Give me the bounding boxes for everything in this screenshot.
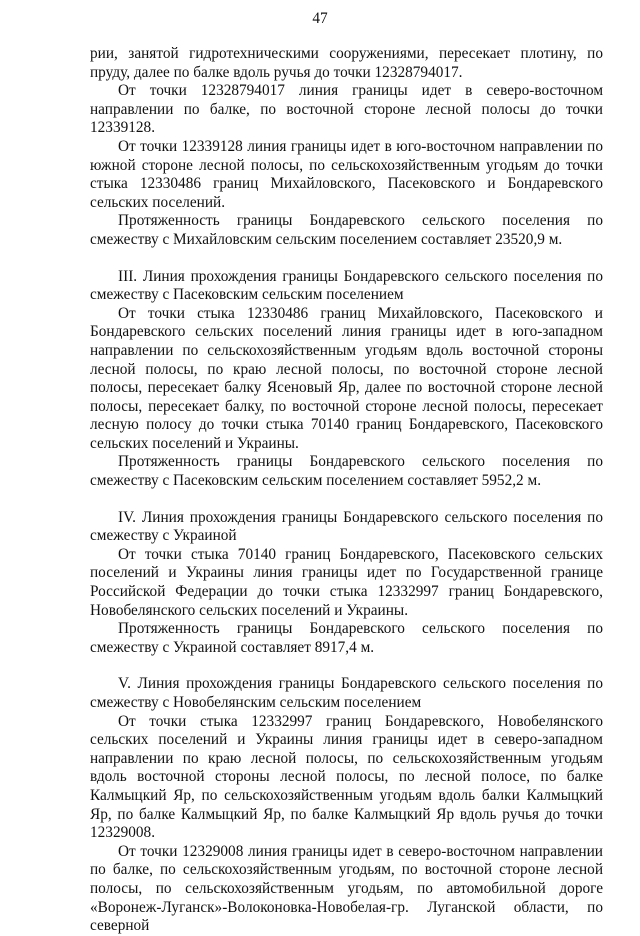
paragraph-length-summary: Протяженность границы Бондаревского сельского поселения по смежеству с Украиной составляет 8917,4 м.	[90, 620, 603, 656]
paragraph: От точки 12328794017 линия границы идет в северо-восточном направлении по балке, по восточной стороне лесной полосы до точки 12339128.	[90, 82, 603, 137]
paragraph: От точки 12339128 линия границы идет в юго-восточном направлении по южной стороне лесной полосы, по сельскохозяйственным угодьям до точки стыка 12330486 границ Михайловского, Пасековского и Бондаревского сельских поселений.	[90, 137, 603, 211]
section-gap	[90, 491, 603, 509]
paragraph-length-summary: Протяженность границы Бондаревского сельского поселения по смежеству с Михайловским сельским поселением составляет 23520,9 м.	[90, 212, 603, 248]
paragraph: От точки стыка 70140 границ Бондаревского, Пасековского сельских поселений и Украины линия границы идет по Государственной границе Российской Федерации до точки стыка 12332997 границ Бондаревского, Новобелянского сельских поселений и Украины.	[90, 545, 603, 619]
paragraph-continuation: рии, занятой гидротехническими сооружениями, пересекает плотину, по пруду, далее по балке вдоль ручья до точки 12328794017.	[90, 45, 603, 81]
section-gap	[90, 250, 603, 268]
section-heading-iii: III. Линия прохождения границы Бондаревского сельского поселения по смежеству с Пасековским сельским поселением	[90, 267, 603, 304]
section-heading-v: V. Линия прохождения границы Бондаревского сельского поселения по смежеству с Новобелянским сельским поселением	[90, 675, 603, 711]
paragraph-length-summary: Протяженность границы Бондаревского сельского поселения по смежеству с Пасековским сельским поселением составляет 5952,2 м.	[90, 453, 603, 490]
document-body	[90, 45, 603, 936]
section-heading-iv: IV. Линия прохождения границы Бондаревского сельского поселения по смежеству с Украиной	[90, 508, 603, 545]
page-number: 47	[312, 10, 328, 27]
paragraph: От точки стыка 12332997 границ Бондаревского, Новобелянского сельских поселений и Украины линия границы идет в северо-западном направлении по краю лесной полосы, по сельскохозяйственным угодьям вдоль восточной стороны лесной полосы, по лесной полосе, по балке Калмыцкий Яр, по сельскохозяйственным угодьям вдоль балки Калмыцкий Яр, по балке Калмыцкий Яр, по балке Калмыцкий Яр вдоль ручья до точки 12329008.	[90, 712, 603, 842]
paragraph: От точки стыка 12330486 границ Михайловского, Пасековского и Бондаревского сельских поселений линия границы идет в юго-западном направлении по сельскохозяйственным угодьям вдоль восточной стороны лесной полосы, по краю лесной полосы, по восточной стороне лесной полосы, пересекает балку Ясеновый Яр, далее по восточной стороне лесной полосы, пересекает балку, по восточной стороне лесной полосы, пересекает лесную полосу до точки стыка 70140 границ Бондаревского, Пасековского сельских поселений и Украины.	[90, 304, 603, 452]
paragraph: От точки 12329008 линия границы идет в северо-восточном направлении по балке, по сельскохозяйственным угодьям, по восточной стороне лесной полосы, по сельскохозяйственным угодьям, по автомобильной дороге «Воронеж-Луганск»-Волоконовка-Новобелая-гр. Луганской области, по северной	[90, 842, 603, 935]
section-gap	[90, 657, 603, 675]
